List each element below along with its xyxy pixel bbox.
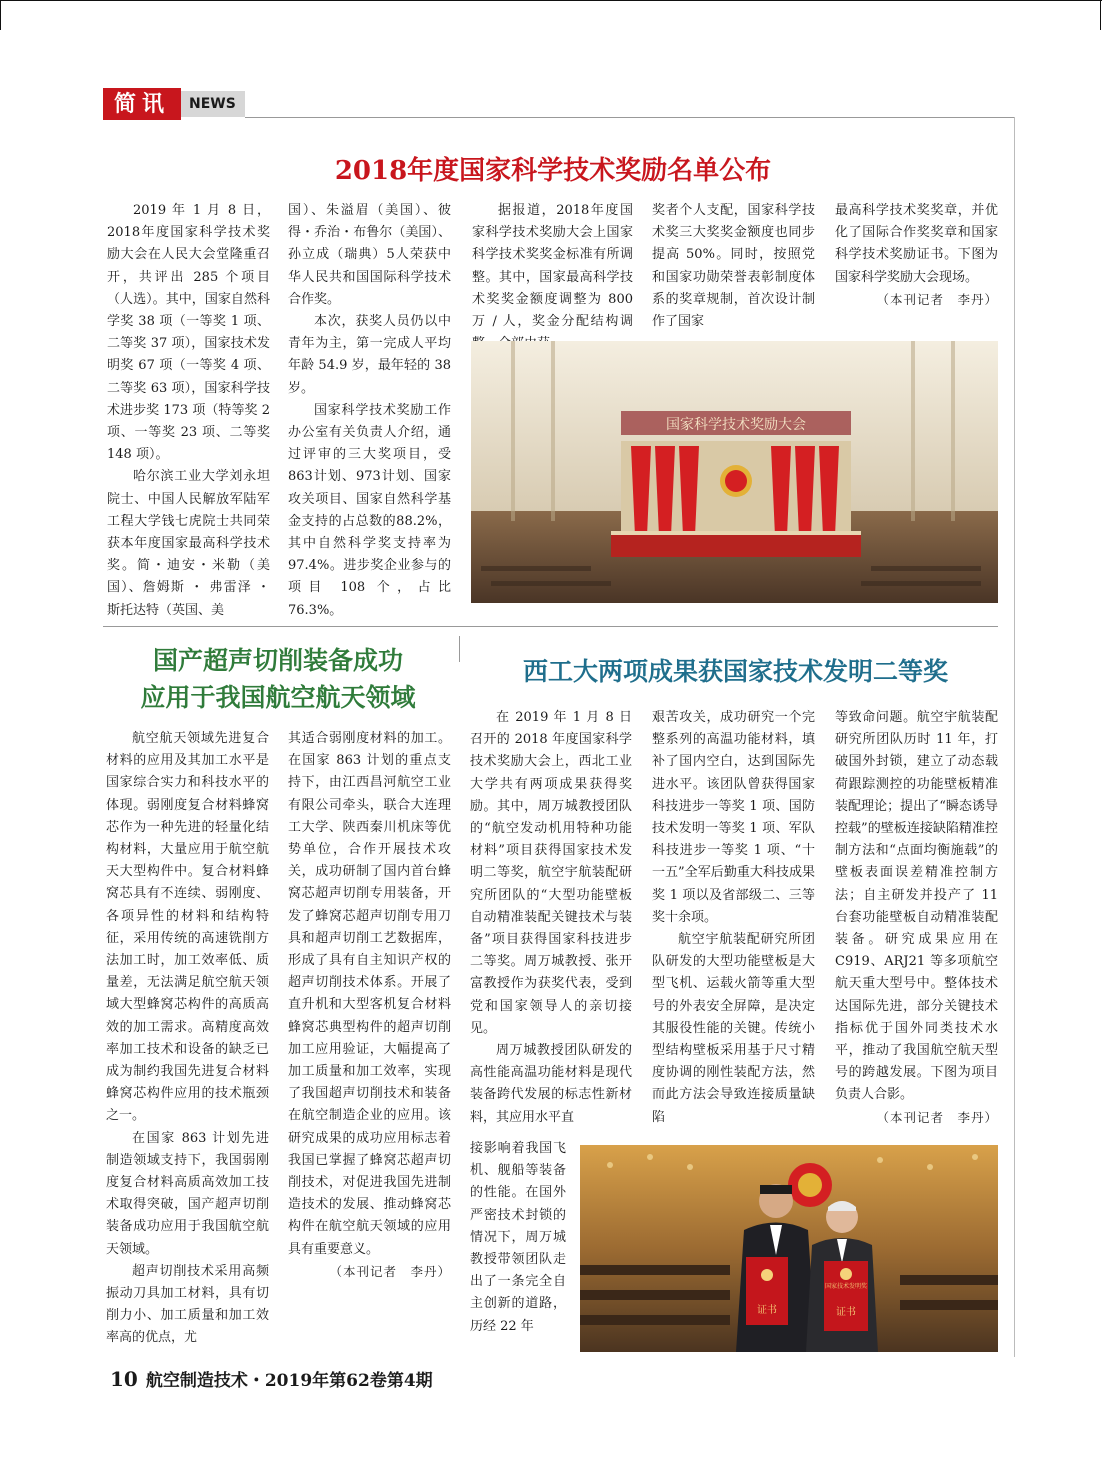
section-label-en: NEWS bbox=[181, 91, 245, 117]
article1-column-5 bbox=[835, 200, 998, 311]
paragraph: 据报道，2018年度国家科学技术奖励大会上国家科学技术奖奖金标准有所调整。其中，国家最高科学技术奖奖金额度调整为 800 万 / 人，奖金分配结构调 bbox=[472, 203, 633, 330]
article1-title: 2018年度国家科学技术奖励名单公布 bbox=[334, 156, 772, 186]
header-rule bbox=[245, 117, 1015, 118]
paragraph: 奖者个人支配，国家科学技术奖三大奖奖金额度也同步提高 50%。同时，按照党和国家功勋荣誉表彰制度体系的奖章规制，首次设计制作了国家 bbox=[652, 203, 815, 330]
section-header bbox=[103, 88, 245, 120]
page-number: 10 bbox=[110, 1367, 138, 1391]
article2-credit: （本刊记者 李丹） bbox=[329, 1263, 451, 1279]
page-footer bbox=[110, 1366, 433, 1391]
ceremony-banner: 国家科学技术奖励大会 bbox=[666, 417, 806, 433]
crop-mark bbox=[0, 0, 1, 30]
article2-column-1 bbox=[106, 728, 269, 1350]
article1-column-2 bbox=[288, 200, 451, 622]
section-divider bbox=[103, 626, 998, 627]
paragraph: 周万城教授团队研发的高性能高温功能材料是现代装备跨代发展的标志性新材料，其应用水平直 bbox=[470, 1043, 632, 1125]
article1-column-3 bbox=[472, 200, 633, 355]
journal-issue: 航空制造技术・2019年第62卷第4期 bbox=[145, 1371, 433, 1391]
certificate-right-label: 证书 bbox=[836, 1307, 856, 1318]
award-winners-photo bbox=[580, 1145, 998, 1352]
article1-credit: （本刊记者 李丹） bbox=[876, 291, 998, 307]
article1-column-4 bbox=[652, 200, 815, 333]
certificate-left-label: 证书 bbox=[757, 1305, 777, 1316]
article1-column-1 bbox=[107, 200, 270, 622]
crop-mark bbox=[0, 0, 1102, 1]
paragraph: 等致命问题。航空宇航装配研究所团队历时 11 年，打破国外封锁，建立了动态载荷跟踪测控的功能壁板精准装配理论；提出了“瞬态诱导控载”的壁板连接缺陷精准控制方法和“点面均衡施载”的壁板表面误差精准控制方法；自主研发并投产了 11 台套功能壁板自动精准装配装备。研究成果应用在 C919、ARJ21 等多项航空航天重大型号中。整体技术达国际先进，部分关键技术指标优于国外同类技术水平，推动了我国航空航天型号的跨越发展。下图为项目负责人合影。 bbox=[835, 710, 998, 1103]
article3-title: 西工大两项成果获国家技术发明二等奖 bbox=[522, 657, 948, 686]
paragraph: 接影响着我国飞机、舰船等装备的性能。在国外严密技术封锁的情况下，周万城教授带领团队走出了一条完全自主创新的道路，历经 22 年 bbox=[470, 1141, 566, 1334]
paragraph: 其适合弱刚度材料的加工。在国家 863 计划的重点支持下，由江西昌河航空工业有限公司牵头，联合大连理工大学、陕西秦川机床等优势单位，合作开展技术攻关，成功研制了国内首台蜂窝芯超声切削专用装备，开发了蜂窝芯超声切削专用刀具和超声切削工艺数据库，形成了具有自主知识产权的超声切削技术体系。开展了直升机和大型客机复合材料蜂窝芯典型构件的超声切削加工应用验证，大幅提高了加工质量和加工效率，实现了我国超声切削技术和装备在航空制造企业的应用。该研究成果的成功应用标志着我国已掌握了蜂窝芯超声切削技术，对促进我国先进制造技术的发展、推动蜂窝芯构件在航空航天领域的应用具有重要意义。 bbox=[288, 731, 451, 1257]
paragraph: 在 2019 年 1 月 8 日召开的 2018 年度国家科学技术奖励大会上，西北工业大学共有两项成果获得奖励。其中，周万城教授团队的“航空发动机用特种功能材料”项目获得国家技术发明二等奖，航空宇航装配研究所团队的“大型功能壁板自动精准装配关键技术与装备”项目获得国家科技进步二等奖。周万城教授、张开富教授作为获奖代表，受到党和国家领导人的亲切接见。 bbox=[470, 710, 632, 1036]
article3-column-1 bbox=[470, 707, 632, 1129]
crop-mark bbox=[1100, 0, 1101, 30]
paragraph: 航空航天领域先进复合材料的应用及其加工水平是国家综合实力和科技水平的体现。弱刚度复合材料蜂窝芯作为一种先进的轻量化结构材料，大量应用于航空航天大型构件中。复合材料蜂窝芯具有不连续、弱刚度、各项异性的材料和结构特征，采用传统的高速铣削方法加工时，加工效率低、质量差，无法满足航空航天领域大型蜂窝芯构件的高质高效的加工需求。高精度高效率加工技术和设备的缺乏已成为制约我国先进复合材料蜂窝芯构件应用的技术瓶颈之一。 bbox=[106, 731, 269, 1124]
paragraph: 超声切削技术采用高频振动刀具加工材料，具有切削力小、加工质量和加工效率高的优点，尤 bbox=[106, 1263, 269, 1346]
column-divider bbox=[459, 636, 460, 662]
paragraph: 最高科学技术奖奖章，并优化了国际合作奖奖章和国家科学技术奖励证书。下图为国家科学奖励大会现场。 bbox=[835, 203, 998, 285]
article3-column-2 bbox=[652, 707, 815, 1129]
paragraph: 哈尔滨工业大学刘永坦院士、中国人民解放军陆军工程大学钱七虎院士共同荣获本年度国家最高科学技术奖。简・迪安・米勒（美国）、詹姆斯 ・ 弗雷泽 ・ 斯托达特（英国、美 bbox=[107, 469, 270, 618]
article3-column-3 bbox=[835, 707, 998, 1129]
paragraph: 本次，获奖人员仍以中青年为主，第一完成人平均年龄 54.9 岁，最年轻的 38 岁。 bbox=[288, 314, 451, 396]
paragraph: 国家科学技术奖励工作办公室有关负责人介绍，通过评审的三大奖项目，受863计划、973计划、国家攻关项目、国家自然科学基金支持的占总数的88.2%，其中自然科学奖支持率为97.4%。进步奖企业参与的项目 108 个，占比 76.3%。 bbox=[288, 402, 451, 618]
paragraph: 艰苦攻关，成功研究一个完整系列的高温功能材料，填补了国内空白，达到国际先进水平。该团队曾获得国家科技进步一等奖 1 项、国防技术发明一等奖 1 项、军队科技进步一等奖 1 项、“十一五”全军后勤重大科技成果奖 1 项以及省部级二、三等奖十余项。 bbox=[652, 710, 815, 925]
article2-column-2 bbox=[288, 728, 451, 1283]
article3-column-1-continued bbox=[470, 1138, 566, 1338]
paragraph: 航空宇航装配研究所团队研发的大型功能壁板是大型飞机、运载火箭等重大型号的外表安全屏障，是决定其服役性能的关键。传统小型结构壁板采用基于尺寸精度协调的刚性装配方法，然而此方法会导致连接质量缺陷 bbox=[652, 932, 815, 1125]
article2-title bbox=[103, 642, 453, 716]
article2-title-line2: 应用于我国航空航天领域 bbox=[140, 683, 416, 712]
paragraph: 在国家 863 计划先进制造领域支持下，我国弱刚度复合材料高质高效加工技术取得突破，国产超声切削装备成功应用于我国航空航天领域。 bbox=[106, 1130, 269, 1257]
section-label-cn: 简讯 bbox=[103, 88, 181, 120]
paragraph: 2019 年 1 月 8 日，2018年度国家科学技术奖励大会在人民大会堂隆重召开，共评出 285 个项目（人选）。其中，国家自然科学奖 38 项（一等奖 1 项、二等奖 37 项），国家技术发明奖 67 项（一等奖 4 项、二等奖 63 项），国家科学技术进步奖 173 项（特等奖 2 项、一等奖 23 项、二等奖 148 项）。 bbox=[107, 203, 270, 463]
paragraph: 国）、朱溢眉（美国）、彼得・乔治・布鲁尔（美国）、孙立成（瑞典）5人荣获中华人民共和国国际科学技术合作奖。 bbox=[288, 203, 451, 307]
ceremony-photo bbox=[471, 341, 998, 603]
page-edge-rule bbox=[1014, 117, 1015, 1357]
certificate-right-title: 国家技术发明奖 bbox=[824, 1283, 868, 1290]
article3-credit: （本刊记者 李丹） bbox=[876, 1109, 998, 1125]
article2-title-line1: 国产超声切削装备成功 bbox=[152, 646, 403, 675]
